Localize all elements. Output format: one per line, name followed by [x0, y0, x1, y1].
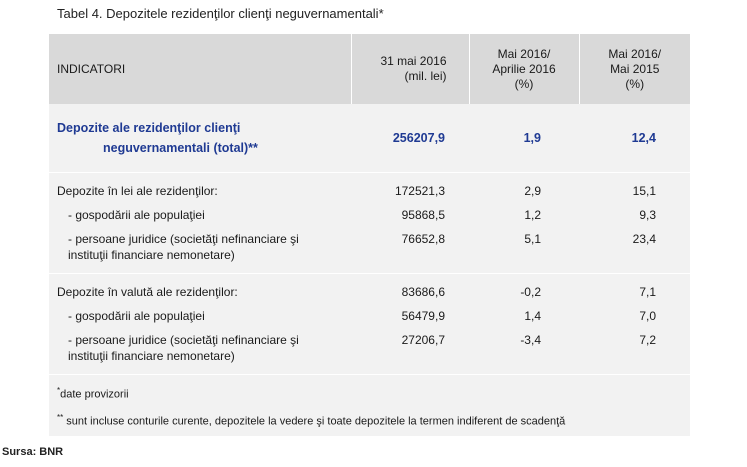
fx-households-value: 56479,9 [401, 308, 445, 323]
lei-households-label: - gospodării ale populaţiei [68, 207, 205, 222]
footnotes [49, 375, 690, 436]
fx-label: Depozite în valută ale rezidenţilor: [57, 284, 238, 299]
lei-value: 172521,3 [394, 183, 445, 198]
lei-mom: 2,9 [524, 183, 541, 198]
lei-companies-label: - persoane juridice (societăţi nefinanciare şi instituţii financiare nemonetare) [68, 231, 299, 262]
footnote-included: ** sunt incluse conturile curente, depozitele la vedere şi toate depozitele la termen indiferent de scadenţă [57, 413, 566, 428]
total-row [49, 104, 690, 172]
table-row [49, 179, 690, 203]
table-row [49, 304, 690, 328]
fx-value: 83686,6 [401, 284, 445, 299]
fx-households-mom: 1,4 [524, 308, 541, 323]
fx-yoy: 7,1 [639, 284, 656, 299]
fx-companies-label: - persoane juridice (societăţi nefinanciare şi instituţii financiare nemonetare) [68, 332, 299, 363]
lei-label: Depozite în lei ale rezidenţilor: [57, 183, 218, 198]
fx-companies-mom: -3,4 [520, 332, 541, 347]
lei-households-mom: 1,2 [524, 207, 541, 222]
lei-households-yoy: 9,3 [639, 207, 656, 222]
total-mom: 1,9 [523, 130, 541, 145]
table-row [49, 328, 690, 368]
source-note: Sursa: BNR [2, 446, 64, 458]
fx-companies-value: 27206,7 [401, 332, 445, 347]
lei-companies-mom: 5,1 [524, 231, 541, 246]
fx-mom: -0,2 [520, 284, 541, 299]
lei-households-value: 95868,5 [401, 207, 445, 222]
table-row [49, 280, 690, 304]
fx-households-yoy: 7,0 [639, 308, 656, 323]
fx-households-label: - gospodării ale populaţiei [68, 308, 205, 323]
header-yoy: Mai 2016/ Mai 2015 (%) [579, 34, 690, 104]
deposits-table [49, 34, 690, 436]
table-row [49, 227, 690, 267]
lei-companies-value: 76652,8 [401, 231, 445, 246]
fx-companies-yoy: 7,2 [639, 332, 656, 347]
table-row [49, 203, 690, 227]
lei-yoy: 15,1 [632, 183, 656, 198]
header-mom: Mai 2016/ Aprilie 2016 (%) [469, 34, 579, 104]
header-row [49, 34, 690, 104]
total-yoy: 12,4 [631, 130, 656, 145]
total-value: 256207,9 [392, 130, 445, 145]
lei-companies-yoy: 23,4 [632, 231, 656, 246]
footnote-provisional: *date provizorii [57, 385, 129, 401]
header-value: 31 mai 2016 (mil. lei) [351, 34, 469, 104]
total-label: Depozite ale rezidenţilor clienţi neguvernamentali (total)** [57, 120, 258, 155]
table-title: Tabel 4. Depozitele rezidenţilor clienţi neguvernamentali* [57, 6, 384, 21]
header-indicatori: INDICATORI [57, 61, 126, 76]
